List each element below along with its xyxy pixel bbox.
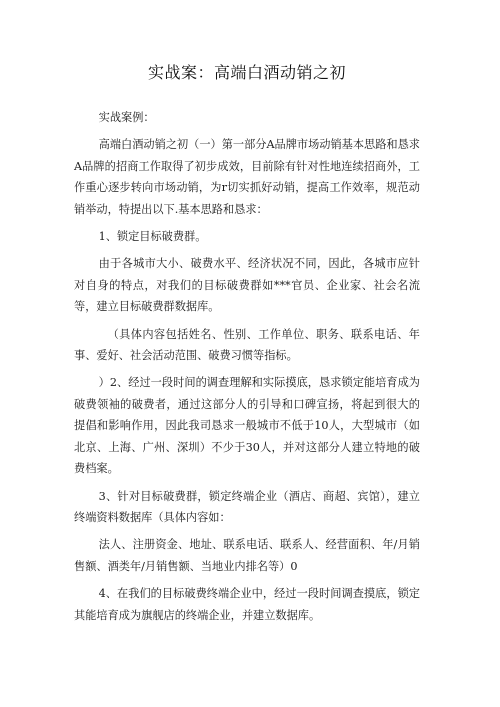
section-label: 实战案例：: [98, 111, 155, 124]
point-4-paragraph: 4、在我们的目标破费终端企业中，经过一段时间调查摸底，锁定其能培育成为旗舰店的终端企业，并建立数据库。: [74, 587, 420, 622]
page-title: 实战案：高端白酒动销之初: [147, 63, 346, 82]
intro-paragraph: 高端白酒动销之初（一）第一部分A品牌市场动销基本思路和恳求A品牌的招商工作取得了初步成效，目前除有针对性地连续招商外，工作重心逐步转向市场动销，为r切实抓好动销，提高工作效率，规范动销举动，特提出以下.基本思路和恳求：: [74, 138, 420, 216]
point-3-paragraph: 3、针对目标破费群，锁定终端企业（酒店、商超、宾馆），建立终端资料数据库（具体内容如：: [74, 489, 420, 524]
point-2-paragraph: ）2、经过一段时间的调查理解和实际摸底，恳求锁定能培育成为破费领袖的破费者，通过这部分人的引导和口碑宣扬，将起到很大的提倡和影响作用，因此我司恳求一般城市不低于10人，大型城市（如北京、上海、广州、深圳）不少于30人，并对这部分人建立特地的破费档案。: [74, 376, 420, 476]
point-1-details: （具体内容包括姓名、性别、工作单位、职务、联系电话、年事、爱好、社会活动范围、破费习惯等指标。: [74, 327, 420, 363]
point-3-details: 法人、注册资金、地址、联系电话、联系人、经营面积、年/月销售额、酒类年/月销售额、当地业内排名等）0: [74, 538, 420, 573]
point-1-paragraph: 由于各城市大小、破费水平、经济状况不同，因此，各城市应针对自身的特点，对我们的目标破费群如***官员、企业家、社会名流等，建立目标破费群数据库。: [74, 257, 420, 314]
point-1-heading: 1、锁定目标破费群。: [98, 230, 207, 244]
